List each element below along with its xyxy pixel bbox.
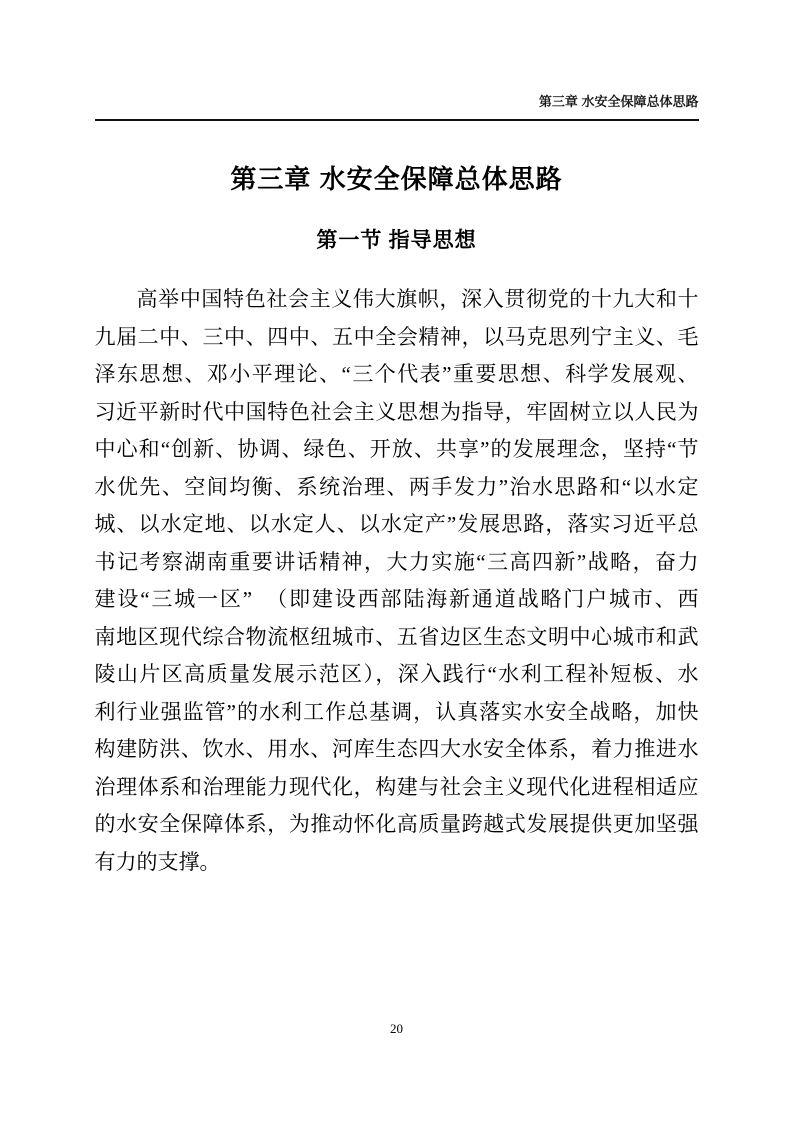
paragraph-line: 有力的支撑。 — [94, 849, 221, 874]
paragraph-line: 书记考察湖南重要讲话精神，大力实施“三高四新”战略，奋力 — [94, 549, 699, 574]
paragraph-line: 水优先、空间均衡、系统治理、两手发力”治水思路和“以水定 — [94, 474, 699, 499]
paragraph-line: 泽东思想、邓小平理论、“三个代表”重要思想、科学发展观、 — [94, 362, 699, 386]
page-content — [95, 0, 699, 881]
paragraph-line: 习近平新时代中国特色社会主义思想为指导，牢固树立以人民为 — [94, 399, 699, 424]
paragraph-line: 的水安全保障体系，为推动怀化高质量跨越式发展提供更加坚强 — [94, 812, 699, 836]
chapter-title: 第三章 水安全保障总体思路 — [230, 164, 563, 194]
paragraph-line: 中心和“创新、协调、绿色、开放、共享”的发展理念，坚持“节 — [94, 437, 699, 461]
page-number: 20 — [390, 1021, 403, 1036]
paragraph-line: 构建防洪、饮水、用水、河库生态四大水安全体系，着力推进水 — [94, 737, 699, 761]
paragraph-line: 治理体系和治理能力现代化，构建与社会主义现代化进程相适应 — [94, 774, 699, 799]
paragraph-line: 陵山片区高质量发展示范区），深入践行“水利工程补短板、水 — [94, 662, 699, 686]
section-title: 第一节 指导思想 — [316, 228, 477, 252]
paragraph-line: 利行业强监管”的水利工作总基调，认真落实水安全战略，加快 — [94, 699, 699, 724]
paragraph-line: 高举中国特色社会主义伟大旗帜，深入贯彻党的十九大和十 — [136, 287, 699, 311]
running-header: 第三章 水安全保障总体思路 — [538, 94, 699, 109]
paragraph-line: 城、以水定地、以水定人、以水定产”发展思路，落实习近平总 — [94, 512, 699, 536]
header-rule — [95, 119, 699, 121]
paragraph-line: 建设“三城一区” （即建设西部陆海新通道战略门户城市、西 — [94, 587, 699, 611]
paragraph-line: 南地区现代综合物流枢纽城市、五省边区生态文明中心城市和武 — [94, 624, 699, 649]
paragraph-line: 九届二中、三中、四中、五中全会精神，以马克思列宁主义、毛 — [94, 324, 699, 349]
body-paragraph — [95, 281, 699, 881]
